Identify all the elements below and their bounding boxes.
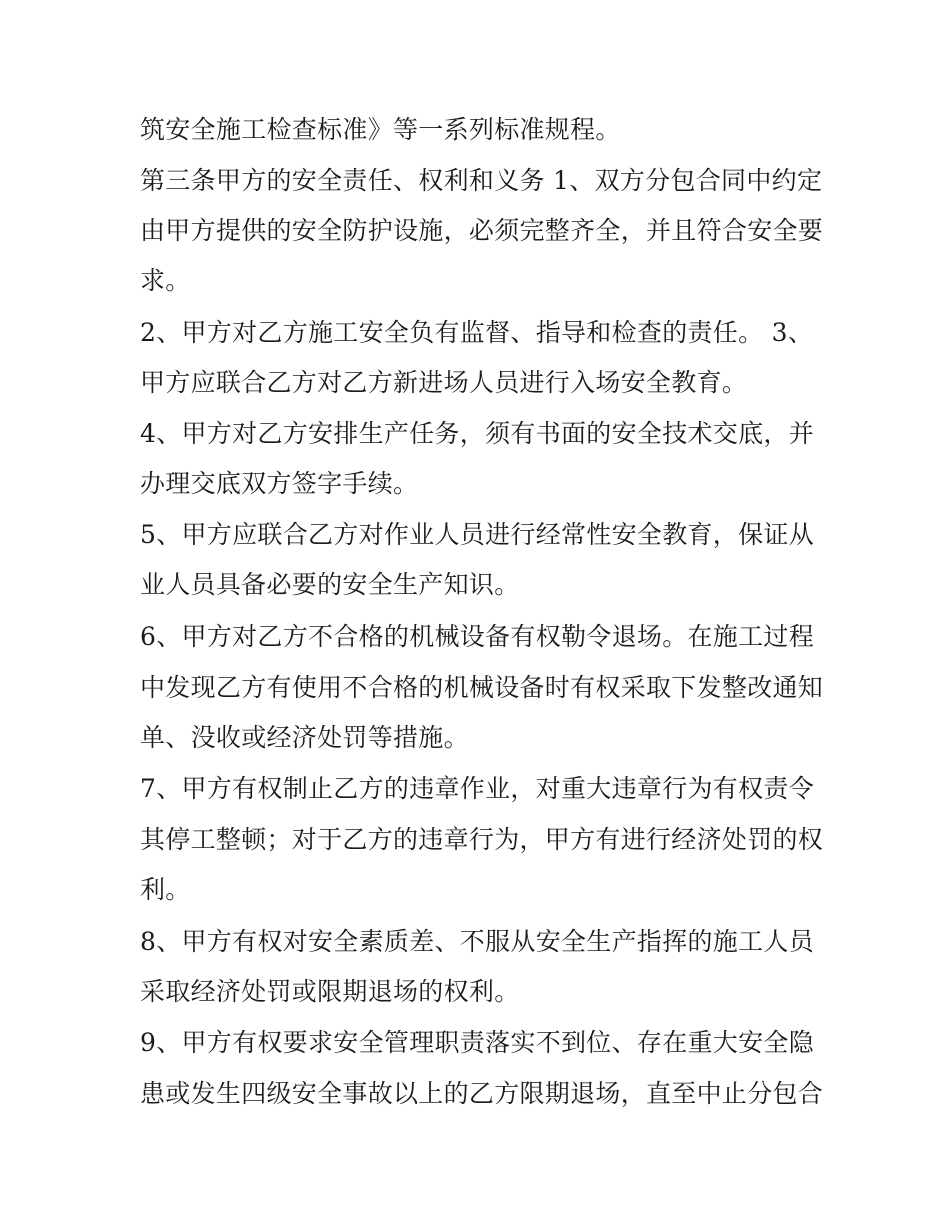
text-line: 甲方应联合乙方对乙方新进场人员进行入场安全教育。 — [140, 368, 748, 397]
text-line: 患或发生四级安全事故以上的乙方限期退场，直至中止分包合 — [140, 1079, 824, 1108]
text-line: 8、甲方有权对安全素质差、不服从安全生产指挥的施工人员 — [140, 927, 815, 956]
text-line: 由甲方提供的安全防护设施，必须完整齐全，并且符合安全要 — [140, 216, 824, 245]
text-line: 利。 — [140, 875, 191, 904]
text-line: 中发现乙方有使用不合格的机械设备时有权采取下发整改通知 — [140, 673, 824, 702]
text-line: 第三条甲方的安全责任、权利和义务 1、双方分包合同中约定 — [140, 166, 823, 195]
text-line: 4、甲方对乙方安排生产任务，须有书面的安全技术交底，并 — [140, 419, 815, 448]
text-line: 单、没收或经济处罚等措施。 — [140, 723, 469, 752]
text-line: 7、甲方有权制止乙方的违章作业，对重大违章行为有权责令 — [140, 774, 815, 803]
text-line: 办理交底双方签字手续。 — [140, 469, 419, 498]
text-line: 业人员具备必要的安全生产知识。 — [140, 570, 520, 599]
text-line: 采取经济处罚或限期退场的权利。 — [140, 977, 520, 1006]
text-line: 9、甲方有权要求安全管理职责落实不到位、存在重大安全隐 — [140, 1028, 815, 1057]
text-line: 求。 — [140, 266, 191, 295]
text-line: 其停工整顿；对于乙方的违章行为，甲方有进行经济处罚的权 — [140, 825, 824, 854]
text-line: 2、甲方对乙方施工安全负有监督、指导和检查的责任。 3、 — [140, 318, 814, 347]
text-line: 筑安全施工检查标准》等一系列标准规程。 — [140, 115, 621, 144]
text-line: 5、甲方应联合乙方对作业人员进行经常性安全教育，保证从 — [140, 520, 815, 549]
text-line: 6、甲方对乙方不合格的机械设备有权勒令退场。在施工过程 — [140, 622, 815, 651]
